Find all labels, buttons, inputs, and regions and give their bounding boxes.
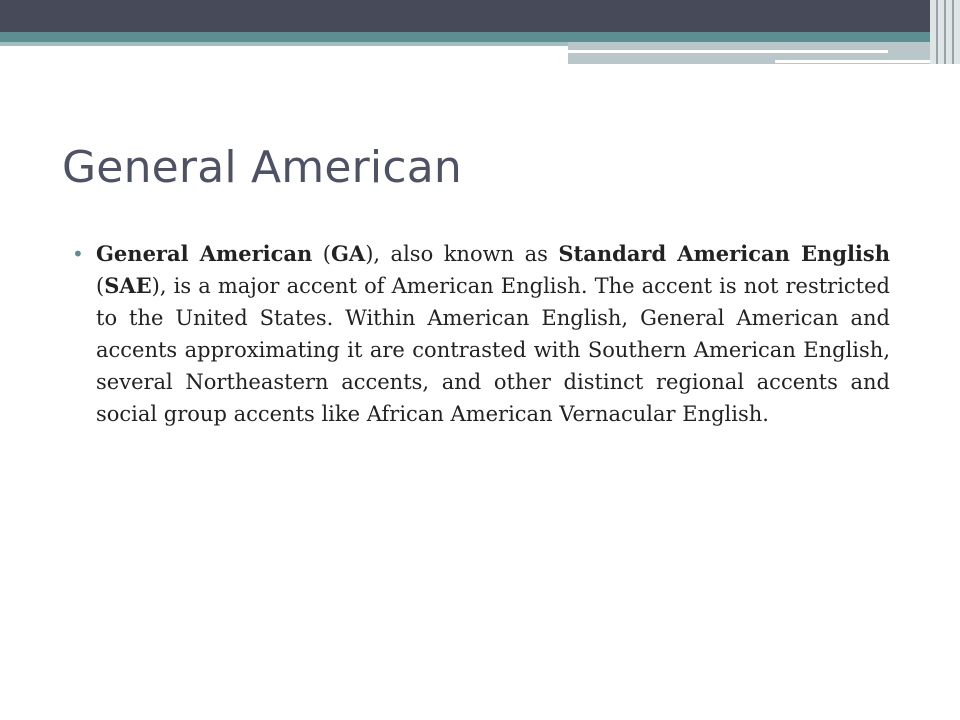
- paragraph-text: ), is a major accent of American English. The accent is not restricted to the United States. Within American English, General American and accents approximating it are contrasted with Southern American English, several Northeastern accents, and other distinct regional accents and social group accents like African American Vernacular English.: [96, 274, 890, 426]
- header-white-line-short: [775, 60, 938, 63]
- header-band-teal-light: [0, 42, 568, 46]
- bullet-list: [72, 238, 890, 430]
- paragraph-text: ), also known as: [365, 242, 559, 266]
- header-band-teal: [0, 32, 960, 42]
- header-band-dark: [0, 0, 960, 32]
- header-edge-line: [952, 0, 954, 64]
- paragraph-text: (: [312, 242, 331, 266]
- term-standard-american-english: Standard American English: [558, 241, 891, 266]
- slide-title: General American: [62, 142, 462, 193]
- term-sae: SAE: [104, 273, 152, 298]
- bullet-icon: •: [72, 242, 84, 266]
- header-edge-line: [944, 0, 946, 64]
- bullet-item: [72, 238, 890, 430]
- term-ga: GA: [330, 241, 366, 266]
- header-white-line: [568, 50, 888, 53]
- paragraph-text: (: [96, 274, 105, 298]
- header-edge-line: [936, 0, 938, 64]
- term-general-american: General American: [96, 241, 313, 266]
